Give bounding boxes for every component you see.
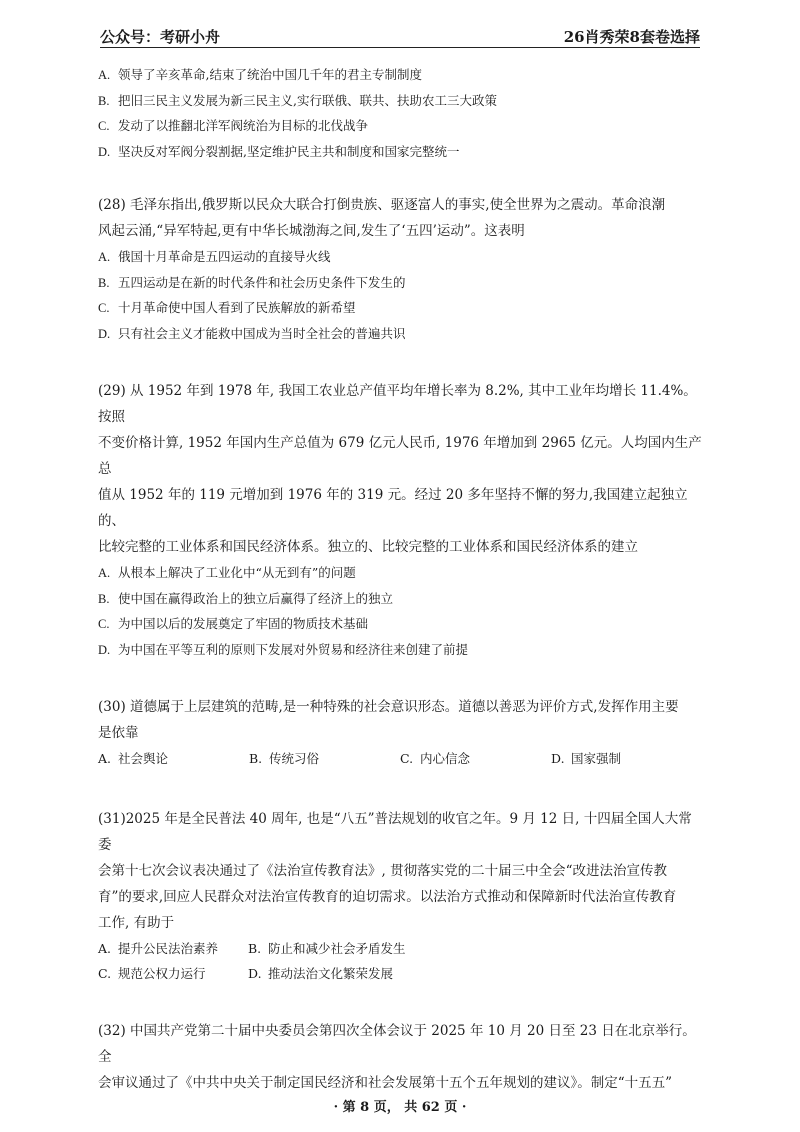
option-letter: B. (249, 751, 263, 766)
option (98, 113, 702, 139)
header-title: 26肖秀荣8套卷选择 (563, 28, 700, 46)
option-letter: D. (551, 751, 565, 766)
option-letter: D. (98, 642, 111, 657)
option-text: 为中国以后的发展奠定了牢固的物质技术基础 (118, 616, 369, 631)
page-content (98, 62, 702, 1096)
question-stem-line: 会审议通过了《中共中央关于制定国民经济和社会发展第十五个五年规划的建议》。制定“十五五” (98, 1075, 673, 1091)
option-letter: C. (98, 966, 112, 981)
question-stem-line: 会第十七次会议表决通过了《法治宣传教育法》, 贯彻落实党的二十届三中全会“改进法治宣传教 (98, 863, 667, 879)
question-28 (98, 192, 702, 346)
option-text: 只有社会主义才能救中国成为当时全社会的普遍共识 (118, 325, 406, 341)
option (248, 936, 548, 961)
option-letter: C. (98, 617, 110, 631)
option-letter: A. (98, 751, 112, 766)
option-row (98, 746, 702, 772)
option-letter: C. (400, 751, 414, 766)
option (98, 321, 702, 347)
option-letter: A. (98, 68, 111, 82)
question-stem-line: (30) 道德属于上层建筑的范畴,是一种特殊的社会意识形态。道德以善恶为评价方式,发挥作用主要 (98, 699, 679, 715)
question-stem-line: (32) 中国共产党第二十届中央委员会第四次全体会议于 2025 年 10 月 20 日至 23 日在北京举行。全 (98, 1023, 696, 1065)
option (249, 746, 400, 772)
option-letter: C. (98, 119, 110, 133)
option (98, 746, 249, 772)
option-row (98, 961, 702, 986)
option (98, 936, 248, 961)
option-letter: B. (98, 93, 110, 108)
option-letter: B. (248, 941, 262, 956)
option-text: 内心信念 (420, 751, 471, 766)
option-text: 提升公民法治素养 (118, 941, 219, 956)
option (98, 637, 702, 663)
option (98, 244, 702, 270)
option-text: 十月革命使中国人看到了民族解放的新希望 (118, 300, 356, 315)
option-letter: A. (98, 566, 111, 580)
option-text: 从根本上解决了工业化中“从无到有”的问题 (118, 565, 356, 580)
question-stem-line: 是依靠 (98, 725, 139, 741)
question-32 (98, 1018, 702, 1096)
option (98, 139, 702, 165)
option-letter: D. (98, 326, 111, 341)
question-27-options (98, 62, 702, 164)
header-source: 公众号：考研小舟 (100, 28, 221, 46)
question-stem-line: (29) 从 1952 年到 1978 年, 我国工农业总产值平均年增长率为 8.2%, 其中工业年均增长 11.4%。按照 (98, 383, 697, 425)
option (248, 961, 548, 986)
question-stem-line: (31)2025 年是全民普法 40 周年, 也是“八五”普法规划的收官之年。9 月 12 日, 十四届全国人大常委 (98, 811, 692, 853)
question-stem-line: 不变价格计算, 1952 年国内生产总值为 679 亿元人民币, 1976 年增加到 2965 亿元。人均国内生产总 (98, 435, 702, 477)
question-stem-line: 值从 1952 年的 119 元增加到 1976 年的 319 元。经过 20 多年坚持不懈的努力,我国建立起独立的、 (98, 487, 688, 529)
question-stem-line: 工作, 有助于 (98, 915, 175, 931)
option-row (98, 936, 702, 961)
option-text: 为中国在平等互利的原则下发展对外贸易和经济往来创建了前提 (118, 641, 469, 657)
question-30 (98, 694, 702, 772)
option (98, 88, 702, 114)
option-text: 使中国在赢得政治上的独立后赢得了经济上的独立 (118, 590, 394, 606)
question-29 (98, 378, 702, 662)
option-letter: C. (98, 301, 110, 315)
option (98, 270, 702, 296)
option (98, 62, 702, 88)
question-stem-line: 风起云涌,“异军特起,更有中华长城渤海之间,发生了‘五四’运动”。这表明 (98, 223, 525, 239)
option (98, 560, 702, 586)
option-text: 国家强制 (571, 751, 622, 766)
option-text: 社会舆论 (118, 751, 169, 766)
option-text: 五四运动是在新的时代条件和社会历史条件下发生的 (118, 274, 406, 290)
option (98, 295, 702, 321)
option-letter: B. (98, 591, 110, 606)
option-letter: D. (98, 144, 111, 159)
option-text: 把旧三民主义发展为新三民主义,实行联俄、联共、扶助农工三大政策 (118, 92, 497, 108)
question-stem-line: 育”的要求,回应人民群众对法治宣传教育的迫切需求。以法治方式推动和保障新时代法治宣传教育 (98, 889, 677, 905)
option (98, 586, 702, 612)
option-text: 发动了以推翻北洋军阀统治为目标的北伐战争 (118, 118, 369, 133)
page-header (100, 26, 700, 48)
option-letter: A. (98, 250, 111, 264)
option-text: 规范公权力运行 (118, 966, 206, 981)
option-letter: A. (98, 941, 112, 956)
option-text: 推动法治文化繁荣发展 (268, 966, 394, 981)
question-31 (98, 806, 702, 986)
option (400, 746, 551, 772)
question-stem-line: (28) 毛泽东指出,俄罗斯以民众大联合打倒贵族、驱逐富人的事实,使全世界为之震动。革命浪潮 (98, 197, 666, 213)
page-footer: · 第 8 页， 共 62 页 · (333, 1100, 467, 1115)
option (551, 746, 702, 772)
option-text: 俄国十月革命是五四运动的直接导火线 (118, 249, 331, 264)
option-text: 领导了辛亥革命,结束了统治中国几千年的君主专制制度 (118, 67, 422, 82)
option (98, 961, 248, 986)
option-text: 传统习俗 (269, 751, 320, 766)
question-stem-line: 比较完整的工业体系和国民经济体系。独立的、比较完整的工业体系和国民经济体系的建立 (98, 539, 638, 555)
option-text: 防止和减少社会矛盾发生 (268, 941, 406, 956)
option-letter: D. (248, 966, 262, 981)
option-letter: B. (98, 275, 110, 290)
option-text: 坚决反对军阀分裂割据,坚定维护民主共和制度和国家完整统一 (118, 143, 460, 159)
option (98, 611, 702, 637)
